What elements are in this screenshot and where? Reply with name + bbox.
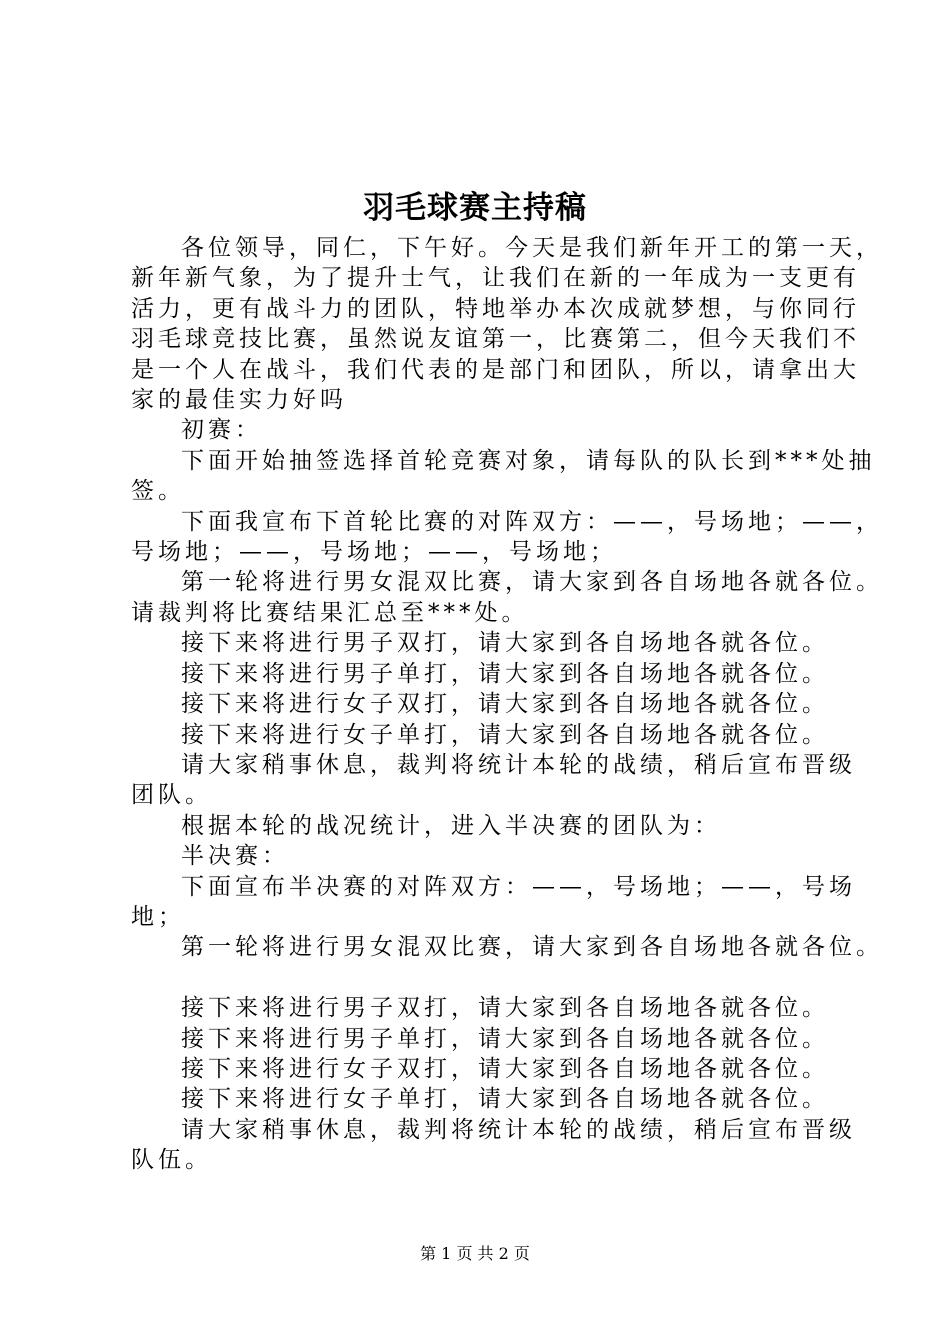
- paragraph-line: 接下来将进行男子单打，请大家到各自场地各就各位。: [181, 660, 829, 687]
- paragraph-line: 家的最佳实力好吗: [131, 387, 347, 414]
- paragraph-line: 第一轮将进行男女混双比赛，请大家到各自场地各就各位。: [181, 934, 883, 961]
- paragraph-line: 下面开始抽签选择首轮竞赛对象，请每队的队长到***处抽: [181, 447, 876, 474]
- paragraph: [131, 750, 856, 811]
- paragraph: [131, 872, 856, 933]
- paragraph: [131, 1024, 851, 1054]
- paragraph: [131, 415, 851, 445]
- paragraph-line: 接下来将进行女子双打，请大家到各自场地各就各位。: [181, 691, 829, 718]
- paragraph-line: 签。: [131, 478, 185, 505]
- paragraph: [131, 628, 851, 658]
- paragraph-line: 号场地；——，号场地；——，号场地；: [131, 539, 617, 566]
- paragraph-line: 半决赛：: [181, 843, 289, 870]
- paragraph: [131, 993, 851, 1023]
- paragraph-line: 下面宣布半决赛的对阵双方：——，号场地；——，号场: [181, 873, 856, 900]
- paragraph-line: 接下来将进行男子单打，请大家到各自场地各就各位。: [181, 1025, 829, 1052]
- paragraph-line: 第一轮将进行男女混双比赛，请大家到各自场地各就各位。: [181, 569, 883, 596]
- paragraph-line: 请大家稍事休息，裁判将统计本轮的战绩，稍后宣布晋级: [181, 751, 856, 778]
- paragraph: [131, 1054, 851, 1084]
- paragraph-line: 新年新气象，为了提升士气，让我们在新的一年成为一支更有: [131, 265, 860, 292]
- paragraph-line: 活力，更有战斗力的团队，特地举办本次成就梦想，与你同行: [131, 295, 860, 322]
- paragraph: [131, 932, 883, 962]
- paragraph-line: 是一个人在战斗，我们代表的是部门和团队，所以，请拿出大: [131, 356, 860, 383]
- paragraph-line: 地；: [131, 903, 185, 930]
- paragraph-line: 下面我宣布下首轮比赛的对阵双方：——，号场地；——，: [181, 508, 883, 535]
- paragraph: [131, 963, 851, 993]
- paragraph: [131, 567, 883, 628]
- paragraph: [131, 1084, 851, 1114]
- paragraph: [131, 689, 851, 719]
- paragraph-line: 接下来将进行女子双打，请大家到各自场地各就各位。: [181, 1055, 829, 1082]
- paragraph-line: 接下来将进行男子双打，请大家到各自场地各就各位。: [181, 630, 829, 657]
- paragraph-line: 接下来将进行女子单打，请大家到各自场地各就各位。: [181, 721, 829, 748]
- paragraph-line: 请大家稍事休息，裁判将统计本轮的战绩，稍后宣布晋级: [181, 1116, 856, 1143]
- paragraph: [131, 841, 851, 871]
- paragraph-line: 接下来将进行男子双打，请大家到各自场地各就各位。: [181, 995, 829, 1022]
- paragraph-line: 根据本轮的战况统计，进入半决赛的团队为：: [181, 812, 721, 839]
- paragraph: [131, 659, 851, 689]
- paragraph: [131, 720, 851, 750]
- paragraph-line: 接下来将进行女子单打，请大家到各自场地各就各位。: [181, 1086, 829, 1113]
- paragraph: [131, 233, 883, 415]
- paragraph-line: 羽毛球竞技比赛，虽然说友谊第一，比赛第二，但今天我们不: [131, 326, 860, 353]
- document-body: [131, 233, 883, 1176]
- paragraph-line: 初赛：: [181, 417, 262, 444]
- paragraph: [131, 811, 851, 841]
- document-title: 羽毛球赛主持稿: [363, 190, 587, 226]
- paragraph: [131, 446, 876, 507]
- paragraph-line: 队伍。: [131, 1147, 212, 1174]
- paragraph-line: 请裁判将比赛结果汇总至***处。: [131, 599, 529, 626]
- paragraph: [131, 507, 883, 568]
- paragraph: [131, 1115, 856, 1176]
- paragraph-line: 各位领导，同仁，下午好。今天是我们新年开工的第一天，: [181, 235, 883, 261]
- paragraph-line: 团队。: [131, 782, 212, 809]
- page-footer: 第 1 页 共 2 页: [420, 1244, 530, 1263]
